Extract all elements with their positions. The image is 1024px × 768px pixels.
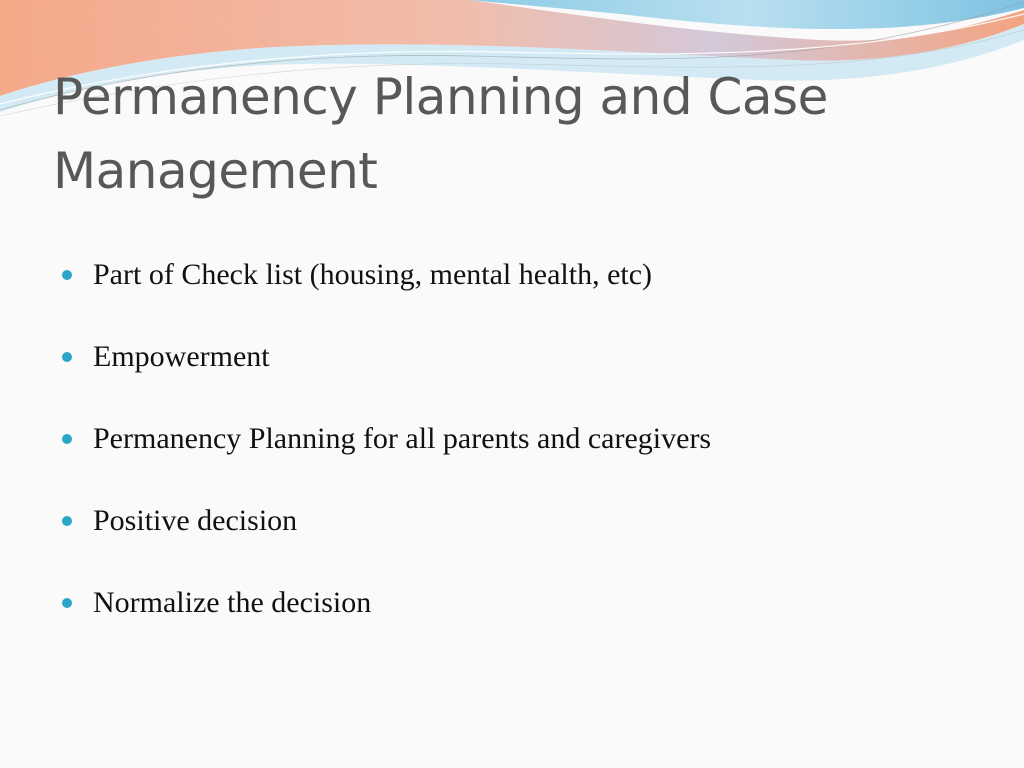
bullet-item <box>62 582 982 664</box>
slide-title: Permanency Planning and Case Management <box>53 68 828 200</box>
bullet-text: Positive decision <box>93 504 298 537</box>
bullet-dot-icon <box>62 270 72 280</box>
bullet-item <box>62 500 982 582</box>
bullet-item <box>62 336 982 418</box>
bullet-item <box>62 418 982 500</box>
bullet-text: Normalize the decision <box>93 586 372 619</box>
bullet-text: Part of Check list (housing, mental health, etc) <box>93 258 653 291</box>
bullet-item <box>62 254 982 336</box>
bullet-text: Permanency Planning for all parents and caregivers <box>93 422 712 455</box>
bullet-dot-icon <box>62 434 72 444</box>
bullet-text: Empowerment <box>93 340 270 373</box>
bullet-dot-icon <box>62 598 72 608</box>
bullet-list <box>62 254 982 664</box>
bullet-dot-icon <box>62 516 72 526</box>
bullet-dot-icon <box>62 352 72 362</box>
